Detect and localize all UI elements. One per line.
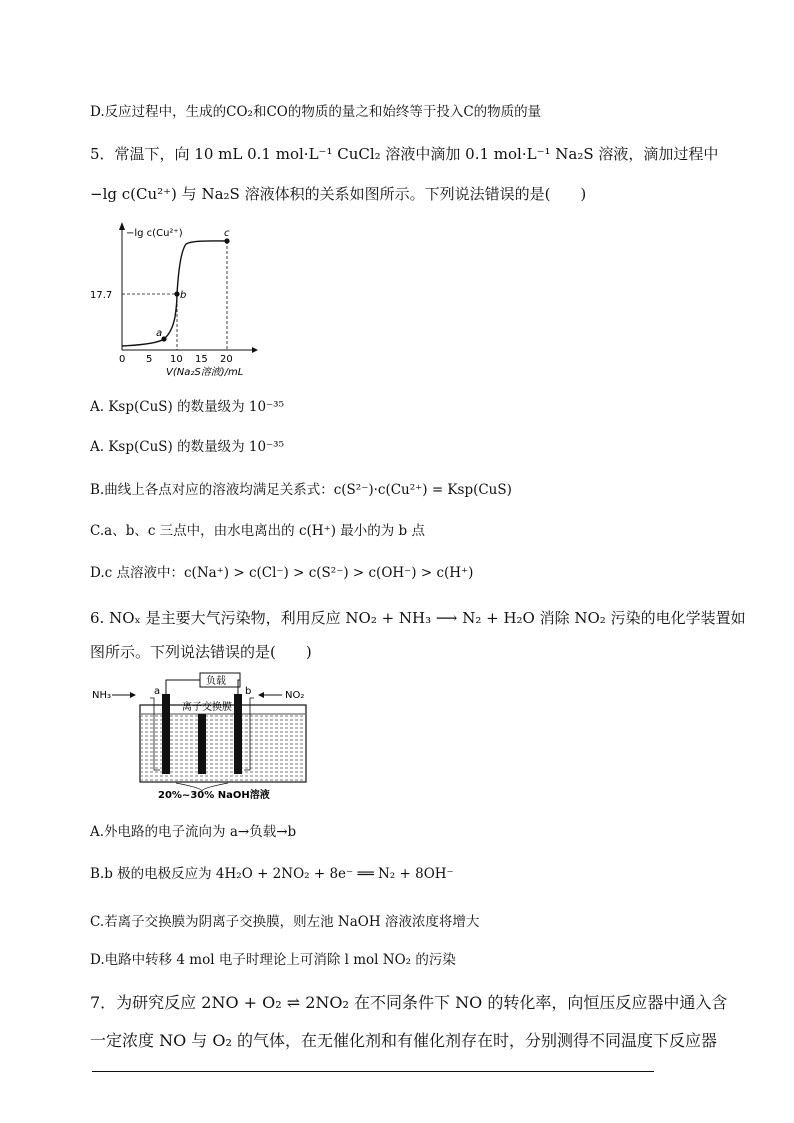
question-7-line2: 一定浓度 NO 与 O₂ 的气体，在无催化剂和有催化剂存在时，分别测得不同温度下反应器 <box>90 1031 717 1050</box>
ion-exchange-membrane <box>198 714 206 774</box>
option-c-q6: C.若离子交换膜为阴离子交换膜，则左池 NaOH 溶液浓度将增大 <box>90 914 480 930</box>
question-7-line1: 7．为研究反应 2NO + O₂ ⇌ 2NO₂ 在不同条件下 NO 的转化率，向恒压反应器中通入含 <box>90 993 728 1012</box>
question-5-line2: −lg c(Cu²⁺) 与 Na₂S 溶液体积的关系如图所示。下列说法错误的是( ) <box>90 185 587 203</box>
electrode-a-label: a <box>154 686 161 697</box>
question-6-line1: 6. NOₓ 是主要大气污染物，利用反应 NO₂ + NH₃ ⟶ N₂ + H₂O 消除 NO₂ 污染的电化学装置如 <box>90 609 746 627</box>
no2-label: NO₂ <box>285 690 305 701</box>
question-6-line2: 图所示。下列说法错误的是( ) <box>90 643 312 661</box>
option-d-q4: D.反应过程中，生成的CO₂和CO的物质的量之和始终等于投入C的物质的量 <box>90 104 542 120</box>
point-c <box>224 238 229 243</box>
y-tick-17-7: 17.7 <box>90 290 113 301</box>
membrane-label: 离子交换膜 <box>182 702 232 713</box>
electrode-b <box>234 694 242 774</box>
electrode-a <box>162 694 170 774</box>
x-tick-15: 15 <box>195 354 208 365</box>
option-a-q5: A. Ksp(CuS) 的数量级为 10⁻³⁵ <box>90 399 285 415</box>
y-axis-label: −lg c(Cu²⁺) <box>126 228 183 239</box>
x-tick-5: 5 <box>146 354 153 365</box>
point-c-label: c <box>224 228 230 239</box>
titration-chart <box>88 222 258 380</box>
point-a-label: a <box>156 328 163 339</box>
x-tick-10: 10 <box>170 354 183 365</box>
option-c-q5: C.a、b、c 三点中，由水电离出的 c(H⁺) 最小的为 b 点 <box>90 523 425 539</box>
solution-label: 20%~30% NaOH溶液 <box>158 790 270 800</box>
option-d-q5: D.c 点溶液中：c(Na⁺) > c(Cl⁻) > c(S²⁻) > c(OH⁻) > c(H⁺) <box>90 565 474 581</box>
footer-rule <box>92 1071 654 1072</box>
option-b-q5: B.曲线上各点对应的溶液均满足关系式：c(S²⁻)·c(Cu²⁺) = Ksp(CuS) <box>90 482 512 498</box>
question-5-line1: 5．常温下，向 10 mL 0.1 mol·L⁻¹ CuCl₂ 溶液中滴加 0.1 mol·L⁻¹ Na₂S 溶液，滴加过程中 <box>90 145 719 163</box>
electrode-b-label: b <box>245 686 252 697</box>
x-tick-0: 0 <box>119 354 126 365</box>
x-tick-20: 20 <box>220 354 233 365</box>
nh3-label: NH₃ <box>92 690 112 701</box>
option-d-q6: D.电路中转移 4 mol 电子时理论上可消除 l mol NO₂ 的污染 <box>90 952 456 968</box>
load-label: 负载 <box>206 676 226 687</box>
option-a-q6: A.外电路的电子流向为 a→负载→b <box>90 824 297 840</box>
point-b <box>174 291 179 296</box>
option-a-q5-duplicate: A. Ksp(CuS) 的数量级为 10⁻³⁵ <box>90 439 285 455</box>
point-a <box>161 336 166 341</box>
option-b-q6: B.b 极的电极反应为 4H₂O + 2NO₂ + 8e⁻ ══ N₂ + 8OH⁻ <box>90 866 454 882</box>
electrochemical-cell-diagram <box>90 670 320 800</box>
point-b-label: b <box>180 290 187 301</box>
x-axis-label: V(Na₂S溶液)/mL <box>166 367 244 378</box>
